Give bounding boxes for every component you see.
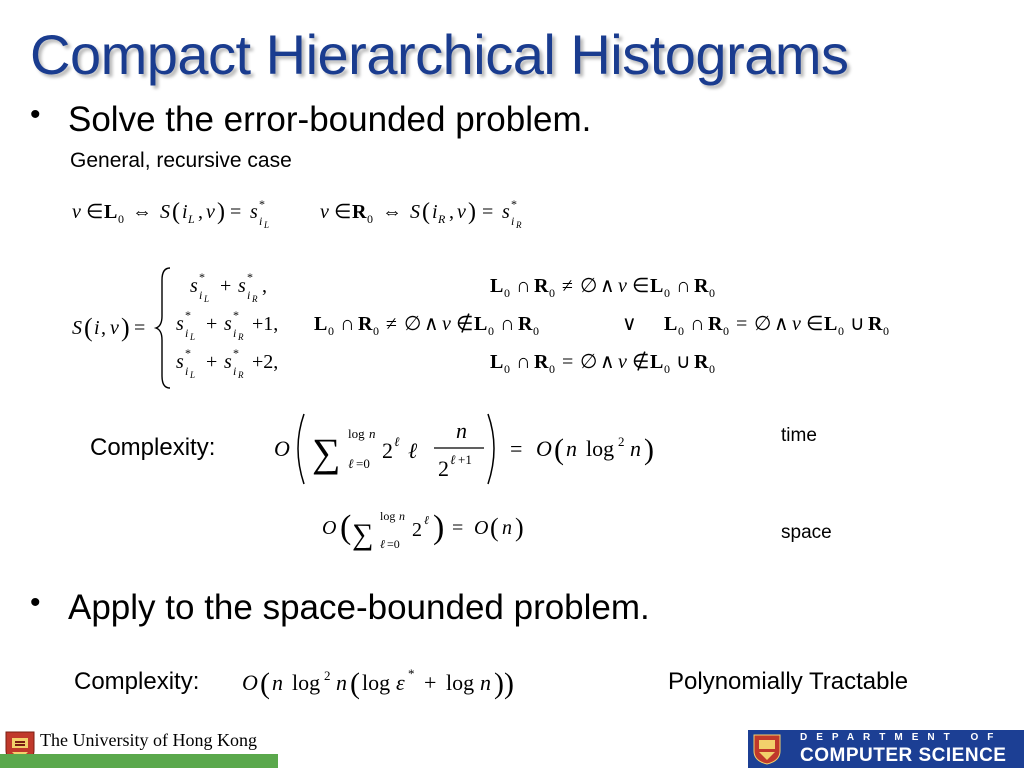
svg-text:s: s xyxy=(190,275,198,297)
department-label-top: DEPARTMENT OF xyxy=(800,732,1003,743)
svg-text:v: v xyxy=(442,313,451,335)
svg-text:=0: =0 xyxy=(387,537,400,551)
svg-text:=: = xyxy=(736,313,748,335)
svg-text:0: 0 xyxy=(504,362,510,376)
svg-text:2: 2 xyxy=(438,456,449,481)
svg-text:(: ( xyxy=(260,667,270,700)
svg-text:i: i xyxy=(94,317,100,339)
svg-text:s: s xyxy=(224,313,232,335)
svg-text:s: s xyxy=(250,201,258,223)
svg-text:ε: ε xyxy=(396,670,405,695)
svg-text:i: i xyxy=(185,326,189,340)
svg-text:,: , xyxy=(449,201,454,223)
svg-text:,: , xyxy=(262,275,267,297)
equation-piecewise xyxy=(70,262,970,397)
svg-text:n: n xyxy=(272,670,283,695)
svg-text:=: = xyxy=(482,201,494,223)
svg-text:L: L xyxy=(264,220,270,230)
svg-text:,: , xyxy=(198,201,203,223)
svg-text:=: = xyxy=(452,517,464,539)
svg-text:i: i xyxy=(511,214,515,228)
svg-text:0: 0 xyxy=(678,324,684,338)
svg-text:O: O xyxy=(474,517,489,539)
svg-text:∧: ∧ xyxy=(600,351,615,373)
svg-text:L: L xyxy=(474,313,488,335)
svg-text:O: O xyxy=(274,436,290,461)
svg-text:∩: ∩ xyxy=(340,313,355,335)
university-green-bar xyxy=(0,754,278,768)
equation-time-complexity-graphic xyxy=(272,408,692,490)
svg-text:n: n xyxy=(399,509,405,523)
svg-text:i: i xyxy=(233,364,237,378)
bullet-marker: • xyxy=(30,586,41,619)
svg-text:v: v xyxy=(618,275,627,297)
svg-text:): ) xyxy=(468,199,476,225)
svg-text:(: ( xyxy=(422,199,430,225)
svg-text:n: n xyxy=(369,426,376,441)
svg-text:i: i xyxy=(233,326,237,340)
svg-text:0: 0 xyxy=(664,362,670,376)
svg-text:s: s xyxy=(176,313,184,335)
svg-text:∈: ∈ xyxy=(86,201,104,223)
svg-text:∪: ∪ xyxy=(676,351,691,373)
svg-text:L: L xyxy=(490,275,504,297)
svg-text:*: * xyxy=(199,270,205,284)
bullet-text: Solve the error-bounded problem. xyxy=(68,100,592,139)
svg-text:s: s xyxy=(224,351,232,373)
svg-text:L: L xyxy=(190,332,196,342)
svg-text:s: s xyxy=(176,351,184,373)
svg-text:=0: =0 xyxy=(356,456,370,471)
svg-text:*: * xyxy=(185,346,191,360)
svg-text:v: v xyxy=(457,201,466,223)
svg-text:*: * xyxy=(259,198,265,211)
svg-text:O: O xyxy=(322,517,337,539)
equation-piecewise-graphic xyxy=(70,262,970,392)
svg-text:0: 0 xyxy=(118,212,124,226)
svg-text:R: R xyxy=(518,313,533,335)
svg-text:log: log xyxy=(292,670,321,695)
svg-text:0: 0 xyxy=(504,286,510,300)
svg-text:i: i xyxy=(259,214,263,228)
subheading: General, recursive case xyxy=(70,149,292,172)
svg-text:log: log xyxy=(446,670,475,695)
svg-text:R: R xyxy=(438,212,446,226)
svg-text:0: 0 xyxy=(709,286,715,300)
department-label-main: COMPUTER SCIENCE xyxy=(800,745,1007,766)
svg-text:0: 0 xyxy=(709,362,715,376)
svg-text:+: + xyxy=(206,313,218,335)
svg-text:0: 0 xyxy=(723,324,729,338)
svg-text:2: 2 xyxy=(412,519,422,541)
svg-text:0: 0 xyxy=(533,324,539,338)
complexity-label-1: Complexity: xyxy=(90,434,216,461)
svg-text:∩: ∩ xyxy=(676,275,691,297)
svg-text:R: R xyxy=(708,313,723,335)
svg-text:0: 0 xyxy=(367,212,373,226)
svg-text:R: R xyxy=(252,294,258,304)
svg-text:≠: ≠ xyxy=(386,313,397,335)
svg-text:∈: ∈ xyxy=(806,313,824,335)
svg-text:S: S xyxy=(72,317,82,339)
bullet-text: Apply to the space-bounded problem. xyxy=(68,588,650,627)
svg-text:2: 2 xyxy=(324,668,331,683)
university-name: The University of Hong Kong xyxy=(40,730,257,750)
department-crest-icon xyxy=(752,733,782,765)
svg-text:ℓ: ℓ xyxy=(424,513,429,527)
svg-text:+: + xyxy=(220,275,232,297)
svg-text:L: L xyxy=(190,370,196,380)
svg-text:i: i xyxy=(247,288,251,302)
svg-text:∅: ∅ xyxy=(404,313,422,335)
svg-text:n: n xyxy=(336,670,347,695)
svg-text:)): )) xyxy=(494,667,514,700)
svg-text:R: R xyxy=(534,275,549,297)
svg-text:i: i xyxy=(182,201,188,223)
svg-text:O: O xyxy=(536,436,552,461)
svg-text:∈: ∈ xyxy=(632,275,650,297)
equation-time-complexity xyxy=(272,408,692,495)
svg-text:0: 0 xyxy=(883,324,889,338)
svg-text:n: n xyxy=(502,517,512,539)
svg-text:∈: ∈ xyxy=(334,201,352,223)
svg-text:S: S xyxy=(410,201,420,223)
svg-text:∅: ∅ xyxy=(754,313,772,335)
svg-text:R: R xyxy=(358,313,373,335)
svg-text:ℓ: ℓ xyxy=(408,438,418,463)
svg-text:2: 2 xyxy=(382,438,393,463)
equation-space-bounded-complexity xyxy=(240,660,580,711)
svg-text:(: ( xyxy=(554,433,564,466)
svg-text:+: + xyxy=(206,351,218,373)
svg-text:0: 0 xyxy=(328,324,334,338)
svg-text:O: O xyxy=(242,670,258,695)
svg-text:v: v xyxy=(72,201,81,223)
svg-text:): ) xyxy=(433,509,445,546)
svg-text:i: i xyxy=(199,288,203,302)
svg-text:∧: ∧ xyxy=(774,313,789,335)
svg-text:∩: ∩ xyxy=(690,313,705,335)
svg-text:S: S xyxy=(160,201,170,223)
svg-text:s: s xyxy=(502,201,510,223)
svg-text:v: v xyxy=(320,201,329,223)
svg-text:L: L xyxy=(204,294,210,304)
svg-text:∩: ∩ xyxy=(516,351,531,373)
svg-text:R: R xyxy=(534,351,549,373)
svg-text:=: = xyxy=(562,351,574,373)
svg-text:(: ( xyxy=(84,313,93,342)
svg-text:log: log xyxy=(362,670,391,695)
equation-definitions-graphic xyxy=(70,198,570,234)
svg-text:0: 0 xyxy=(549,286,555,300)
svg-text:L: L xyxy=(314,313,328,335)
svg-text:ℓ: ℓ xyxy=(348,456,354,471)
equation-space-bounded-graphic xyxy=(240,660,580,706)
equation-space-complexity-graphic xyxy=(320,502,550,558)
svg-text:): ) xyxy=(121,313,130,342)
svg-text:R: R xyxy=(694,275,709,297)
svg-text:log: log xyxy=(348,426,365,441)
bullet-marker: • xyxy=(30,98,41,131)
svg-text:(: ( xyxy=(172,199,180,225)
svg-text:v: v xyxy=(792,313,801,335)
svg-text:0: 0 xyxy=(488,324,494,338)
svg-text:R: R xyxy=(352,201,367,223)
svg-text:=: = xyxy=(134,317,146,339)
svg-text:+1,: +1, xyxy=(252,313,279,335)
svg-text:): ) xyxy=(515,513,524,542)
svg-text:∉: ∉ xyxy=(456,313,474,335)
svg-text:*: * xyxy=(247,270,253,284)
svg-text:+: + xyxy=(424,670,437,695)
svg-text:i: i xyxy=(432,201,438,223)
svg-text:v: v xyxy=(206,201,215,223)
svg-text:,: , xyxy=(101,317,106,339)
equation-space-complexity xyxy=(320,502,550,563)
svg-text:(: ( xyxy=(340,509,352,546)
svg-text:log: log xyxy=(586,436,615,461)
svg-text:+2,: +2, xyxy=(252,351,279,373)
svg-text:∩: ∩ xyxy=(500,313,515,335)
svg-text:ℓ: ℓ xyxy=(450,452,456,467)
svg-text:∑: ∑ xyxy=(312,430,341,475)
svg-text:0: 0 xyxy=(664,286,670,300)
svg-text:∪: ∪ xyxy=(850,313,865,335)
svg-text:n: n xyxy=(480,670,491,695)
svg-text:0: 0 xyxy=(838,324,844,338)
svg-text:v: v xyxy=(618,351,627,373)
svg-text:L: L xyxy=(650,275,664,297)
equation-definitions xyxy=(70,198,570,240)
svg-text:⇔: ⇔ xyxy=(382,201,402,223)
svg-text:ℓ: ℓ xyxy=(394,434,400,449)
svg-text:s: s xyxy=(238,275,246,297)
svg-text:log: log xyxy=(380,509,396,523)
svg-text:∧: ∧ xyxy=(600,275,615,297)
svg-text:n: n xyxy=(566,436,577,461)
svg-text:): ) xyxy=(217,199,225,225)
svg-text:R: R xyxy=(868,313,883,335)
svg-text:ℓ: ℓ xyxy=(380,537,385,551)
svg-text:v: v xyxy=(110,317,119,339)
svg-text:L: L xyxy=(188,212,195,226)
tractable-note: Polynomially Tractable xyxy=(668,668,909,695)
svg-text:∨: ∨ xyxy=(622,313,637,335)
svg-text:*: * xyxy=(408,666,415,681)
space-label: space xyxy=(781,522,832,543)
svg-text:∧: ∧ xyxy=(424,313,439,335)
svg-text:R: R xyxy=(516,220,522,230)
svg-text:R: R xyxy=(238,332,244,342)
svg-text:∑: ∑ xyxy=(352,518,374,551)
svg-text:L: L xyxy=(824,313,838,335)
svg-text:(: ( xyxy=(350,667,360,700)
bullet-item-1 xyxy=(30,100,730,144)
svg-text:n: n xyxy=(630,436,641,461)
svg-text:L: L xyxy=(104,201,118,223)
svg-text:∅: ∅ xyxy=(580,275,598,297)
svg-text:0: 0 xyxy=(549,362,555,376)
svg-text:L: L xyxy=(650,351,664,373)
svg-text:=: = xyxy=(230,201,242,223)
svg-text:∅: ∅ xyxy=(580,351,598,373)
svg-text:*: * xyxy=(233,308,239,322)
svg-text:n: n xyxy=(456,418,467,443)
svg-text:*: * xyxy=(233,346,239,360)
svg-text:L: L xyxy=(664,313,678,335)
svg-text:R: R xyxy=(238,370,244,380)
time-label: time xyxy=(781,425,817,446)
svg-text:*: * xyxy=(185,308,191,322)
slide-title: Compact Hierarchical Histograms xyxy=(30,23,849,86)
svg-text:=: = xyxy=(510,436,523,461)
svg-text:*: * xyxy=(511,198,517,211)
svg-text:0: 0 xyxy=(373,324,379,338)
svg-text:L: L xyxy=(490,351,504,373)
svg-text:⇔: ⇔ xyxy=(132,201,152,223)
svg-text:): ) xyxy=(644,433,654,466)
svg-text:≠: ≠ xyxy=(562,275,573,297)
svg-text:(: ( xyxy=(490,513,499,542)
svg-text:2: 2 xyxy=(618,434,625,449)
svg-text:i: i xyxy=(185,364,189,378)
complexity-label-2: Complexity: xyxy=(74,668,200,695)
svg-text:+1: +1 xyxy=(458,452,472,467)
svg-text:R: R xyxy=(694,351,709,373)
svg-text:∉: ∉ xyxy=(632,351,650,373)
bullet-item-2 xyxy=(30,588,790,632)
svg-text:∩: ∩ xyxy=(516,275,531,297)
